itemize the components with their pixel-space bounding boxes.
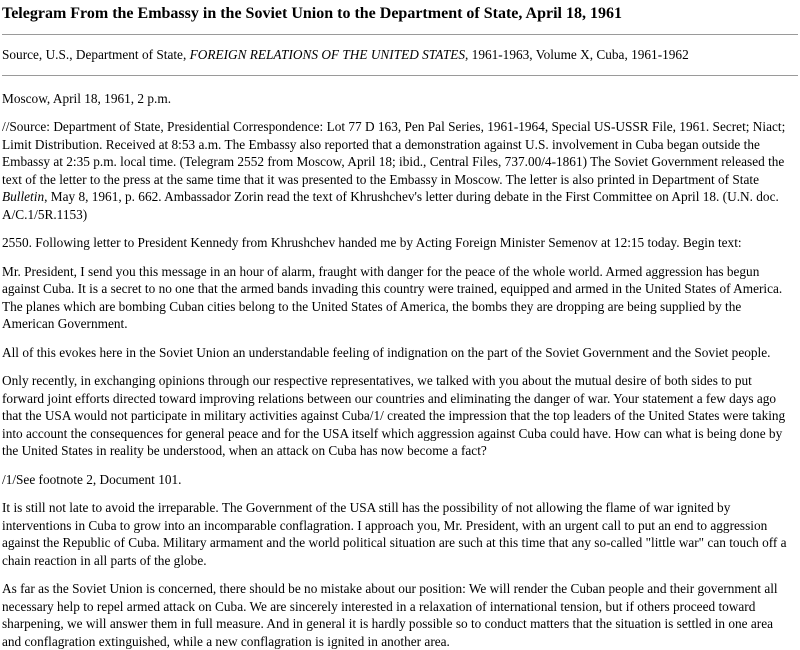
paragraph-irreparable: It is still not late to avoid the irreparable. The Government of the USA still has the possibility of not allowing the flame of war ignited by interventions in Cuba to grow into an incomparable conflagration. I approach you, Mr. President, with an urgent call to put an end to aggression against the Republic of Cuba. Military armament and the world political situation are such at this time that any so-called "little war" can touch off a chain reaction in all parts of the globe. [2,500,787,568]
source-note-text: //Source: Department of State, Presidential Correspondence: Lot 77 D 163, Pen Pal Series, 1961-1964, Special US-USSR File, 1961. Secret; Niact; Limit Distribution. Received at 8:53 a.m. The Embassy also reported that a demonstration against U.S. involvement in Cuba began outside the Embassy at 2:35 p.m. local time. (Telegram 2552 from Moscow, April 18; ibid., Central Files, 737.00/4-1861) The Soviet Government released the text of the letter to the press at the same time that it was presented to the Embassy in Moscow. The letter is also printed in Department of State [2,119,786,187]
source-note-text-end: , May 8, 1961, p. 662. Ambassador Zorin read the text of Khrushchev's letter during debate in the First Committee on April 18. (U.N. doc. A/C.1/5R.1153) [2,189,779,222]
dateline: Moscow, April 18, 1961, 2 p.m. [2,90,172,106]
source-publication: FOREIGN RELATIONS OF THE UNITED STATES [189,47,466,62]
paragraph-telegram-intro: 2550. Following letter to President Kennedy from Khrushchev handed me by Acting Foreign Minister Semenov at 12:15 today. Begin text: [2,235,742,250]
source-note-bulletin: Bulletin [2,189,45,204]
source-note [2,118,795,223]
source-divider [2,75,798,76]
title-divider [2,34,798,35]
paragraph-letter-opening: Mr. President, I send you this message in an hour of alarm, fraught with danger for the peace of the whole world. Armed aggression has begun against Cuba. It is a secret to no one that the armed bands invading this country were trained, equipped and armed in the United States of America. The planes which are bombing Cuban cities belong to the United States of America, the bombs they are dropping are being supplied by the American Government. [2,263,783,331]
source-citation [2,46,795,64]
source-suffix: , 1961-1963, Volume X, Cuba, 1961-1962 [465,47,689,62]
footnote-1: /1/See footnote 2, Document 101. [2,471,182,487]
paragraph-indignation: All of this evokes here in the Soviet Union an understandable feeling of indignation on the part of the Soviet Government and the Soviet people. [2,344,771,360]
paragraph-soviet-position: As far as the Soviet Union is concerned, there should be no mistake about our position: We will render the Cuban people and their government all necessary help to repel armed attack on Cuba. We are sincerely interested in a relaxation of international tension, but if others proceed toward sharpening, we will answer them in full measure. And in general it is hardly possible so to conduct matters that the situation is settled in one area and conflagration extinguished, while a new conflagration is ignited in another area. [2,581,778,649]
source-prefix: Source, U.S., Department of State, [2,47,190,62]
paragraph-recent-exchange: Only recently, in exchanging opinions through our respective representatives, we talked with you about the mutual desire of both sides to put forward joint efforts directed toward improving relations between our countries and eliminating the danger of war. Your statement a few days ago that the USA would not participate in military activities against Cuba/1/ created the impression that the top leaders of the United States were taking into account the consequences for general peace and for the USA itself which aggression against Cuba could have. How can what is being done by the United States in reality be understood, when an attack on Cuba has now become a fact? [2,373,786,458]
page-title: Telegram From the Embassy in the Soviet Union to the Department of State, April 18, 1961 [2,5,622,22]
